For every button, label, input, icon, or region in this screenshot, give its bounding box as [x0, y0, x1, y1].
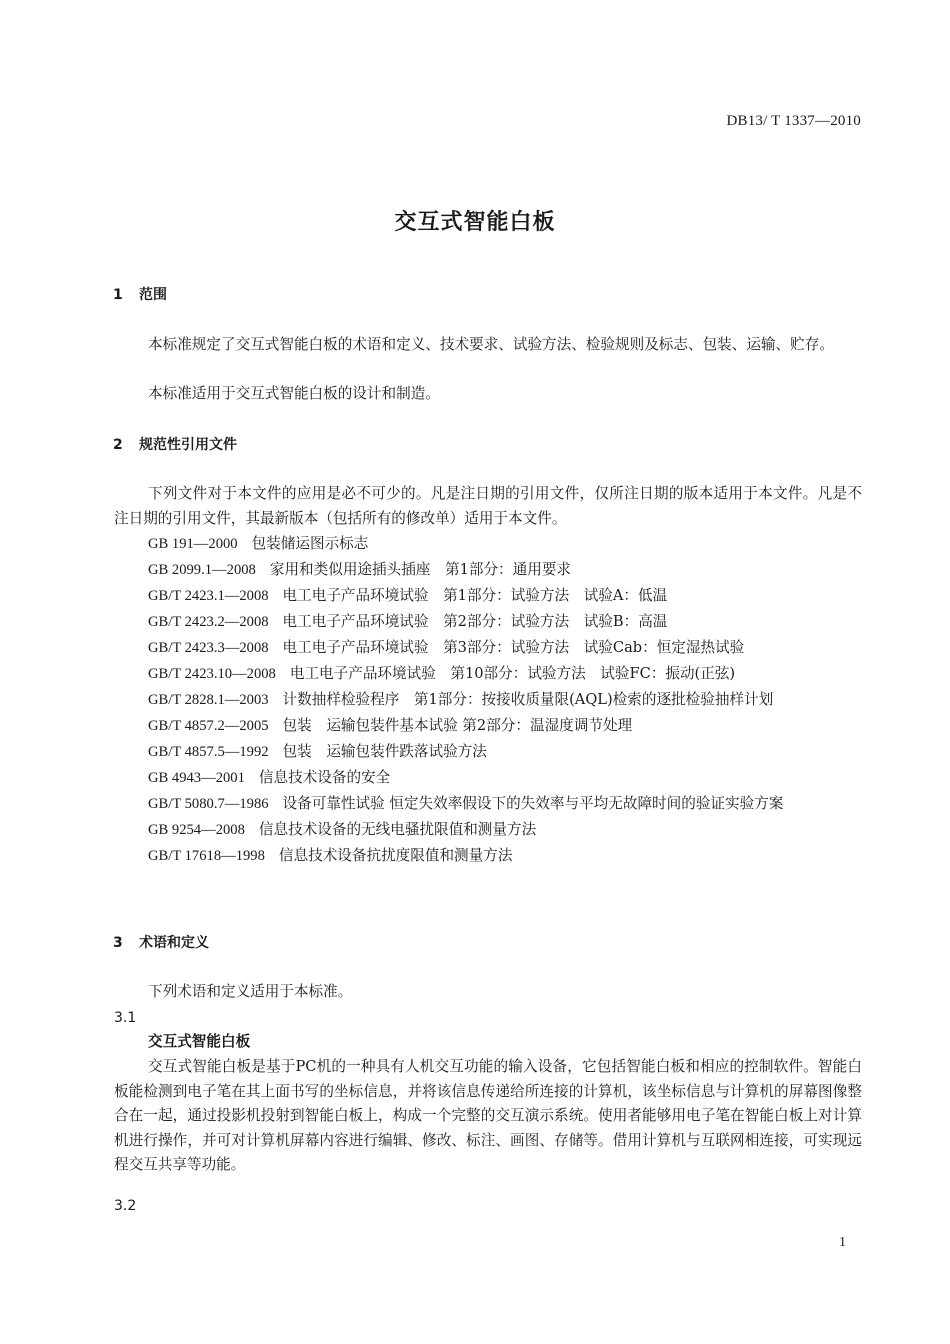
reference-item: [114, 531, 862, 557]
section-2-intro: 下列文件对于本文件的应用是必不可少的。凡是注日期的引用文件，仅所注日期的版本适用于本文件。凡是不注日期的引用文件，其最新版本（包括所有的修改单）适用于本文件。: [114, 485, 862, 527]
reference-item: [114, 583, 862, 609]
reference-code: GB/T 2423.10—2008: [148, 666, 276, 682]
reference-code: GB 191—2000: [148, 536, 238, 552]
reference-item: [114, 557, 862, 583]
reference-code: GB/T 2423.3—2008: [148, 640, 269, 656]
section-3-number: 3: [113, 935, 123, 951]
reference-code: GB/T 17618—1998: [148, 848, 265, 864]
reference-item: [114, 843, 862, 869]
section-1-paragraph-2: 本标准适用于交互式智能白板的设计和制造。: [148, 385, 440, 402]
reference-title: 家用和类似用途插头插座 第1部分：通用要求: [269, 561, 572, 578]
section-1-paragraph-1: 本标准规定了交互式智能白板的术语和定义、技术要求、试验方法、检验规则及标志、包装、运输、贮存。: [148, 336, 834, 353]
section-3-intro: 下列术语和定义适用于本标准。: [148, 983, 353, 1000]
reference-item: [114, 817, 862, 843]
reference-title: 设备可靠性试验 恒定失效率假设下的失效率与平均无故障时间的验证实验方案: [282, 795, 784, 812]
reference-title: 包装 运输包装件基本试验 第2部分：温湿度调节处理: [282, 717, 633, 734]
reference-code: GB 9254—2008: [148, 822, 245, 838]
reference-item: [114, 765, 862, 791]
reference-title: 包装储运图示标志: [251, 535, 369, 552]
term-3-1-title: 交互式智能白板: [148, 1033, 251, 1050]
term-3-2-number: 3.2: [114, 1198, 137, 1214]
section-2-heading: [113, 435, 237, 455]
term-3-1-number: 3.1: [114, 1010, 137, 1026]
normative-references-list: [114, 531, 862, 869]
reference-title: 包装 运输包装件跌落试验方法: [282, 743, 487, 760]
reference-item: [114, 713, 862, 739]
reference-title: 信息技术设备的无线电骚扰限值和测量方法: [258, 821, 537, 838]
reference-title: 电工电子产品环境试验 第10部分：试验方法 试验FC：振动(正弦): [289, 665, 736, 682]
term-3-1-definition: 交互式智能白板是基于PC机的一种具有人机交互功能的输入设备，它包括智能白板和相应的控制软件。智能白板能检测到电子笔在其上面书写的坐标信息，并将该信息传递给所连接的计算机，该坐标信息与计算机的屏幕图像整合在一起，通过投影机投射到智能白板上，构成一个完整的交互演示系统。使用者能够用电子笔在智能白板上对计算机进行操作，并可对计算机屏幕内容进行编辑、修改、标注、画图、存储等。借用计算机与互联网相连接，可实现远程交互共享等功能。: [114, 1058, 862, 1173]
reference-title: 信息技术设备的安全: [258, 769, 391, 786]
reference-item: [114, 661, 862, 687]
reference-code: GB 4943—2001: [148, 770, 245, 786]
section-2-title: 规范性引用文件: [139, 437, 237, 453]
reference-code: GB/T 4857.5—1992: [148, 744, 269, 760]
section-2-number: 2: [113, 437, 123, 453]
section-1-heading: [113, 285, 167, 305]
reference-code: GB/T 2423.2—2008: [148, 614, 269, 630]
reference-item: [114, 635, 862, 661]
reference-item: [114, 687, 862, 713]
reference-item: [114, 609, 862, 635]
section-1-number: 1: [113, 287, 123, 303]
reference-code: GB/T 4857.2—2005: [148, 718, 269, 734]
document-title: 交互式智能白板: [394, 210, 556, 235]
document-code: DB13/ T 1337—2010: [726, 113, 861, 129]
reference-code: GB 2099.1—2008: [148, 562, 256, 578]
reference-title: 电工电子产品环境试验 第1部分：试验方法 试验A：低温: [282, 587, 668, 604]
reference-code: GB/T 2423.1—2008: [148, 588, 269, 604]
reference-item: [114, 791, 862, 817]
reference-title: 计数抽样检验程序 第1部分：按接收质量限(AQL)检索的逐批检验抽样计划: [282, 691, 774, 708]
reference-item: [114, 739, 862, 765]
section-3-heading: [113, 933, 209, 953]
reference-code: GB/T 5080.7—1986: [148, 796, 269, 812]
reference-title: 电工电子产品环境试验 第3部分：试验方法 试验Cab：恒定湿热试验: [282, 639, 745, 656]
section-1-title: 范围: [139, 287, 167, 303]
reference-code: GB/T 2828.1—2003: [148, 692, 269, 708]
reference-title: 电工电子产品环境试验 第2部分：试验方法 试验B：高温: [282, 613, 668, 630]
reference-title: 信息技术设备抗扰度限值和测量方法: [278, 847, 513, 864]
page-number: 1: [839, 1235, 846, 1250]
section-3-title: 术语和定义: [139, 935, 209, 951]
